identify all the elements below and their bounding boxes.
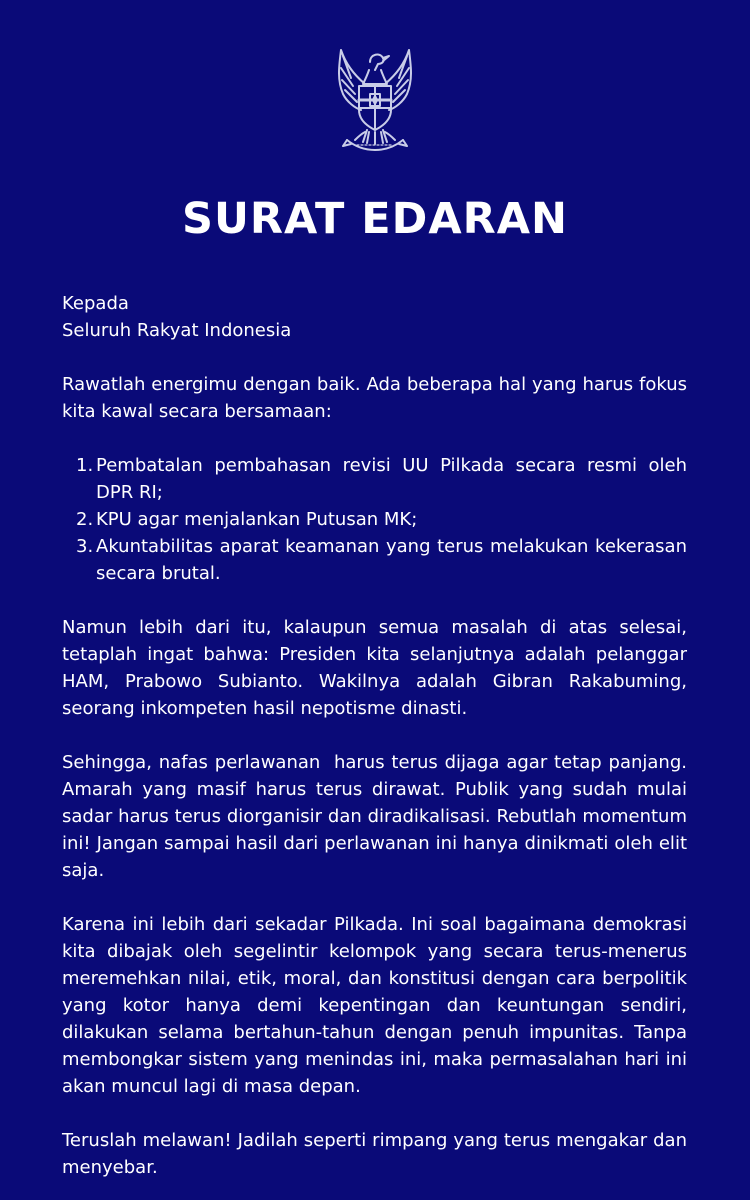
list-item-text: Pembatalan pembahasan revisi UU Pilkada secara resmi oleh DPR RI; — [96, 455, 687, 503]
garuda-emblem-icon — [323, 44, 427, 156]
letter-body — [62, 290, 693, 1181]
list-item-text: Akuntabilitas aparat keamanan yang terus melakukan kekerasan secara brutal. — [96, 536, 687, 584]
intro-paragraph: Rawatlah energimu dengan baik. Ada beberapa hal yang harus fokus kita kawal secara bersamaan: — [62, 374, 687, 422]
list-item-number: 1. — [76, 455, 94, 476]
body-paragraph: Namun lebih dari itu, kalaupun semua masalah di atas selesai, tetaplah ingat bahwa: Presiden kita selanjutnya adalah pelanggar HAM, Prabowo Subianto. Wakilnya adalah Gibran Rakabuming, seorang inkompeten hasil nepotisme dinasti. — [62, 617, 687, 719]
list-item-number: 3. — [76, 536, 94, 557]
page-title: SURAT EDARAN — [182, 194, 568, 244]
body-paragraph: Karena ini lebih dari sekadar Pilkada. Ini soal bagaimana demokrasi kita dibajak oleh segelintir kelompok yang secara terus-menerus meremehkan nilai, etik, moral, dan konstitusi dengan cara berpolitik yang kotor hanya demi kepentingan dan keuntungan sendiri, dilakukan selama bertahun-tahun dengan penuh impunitas. Tanpa membongkar sistem yang menindas ini, maka permasalahan hari ini akan muncul lagi di masa depan. — [62, 914, 687, 1097]
list-item — [62, 533, 687, 587]
recipient-line: Seluruh Rakyat Indonesia — [62, 320, 292, 341]
list-item — [62, 506, 687, 533]
salutation-line: Kepada — [62, 293, 129, 314]
body-paragraph: Sehingga, nafas perlawanan harus terus dijaga agar tetap panjang. Amarah yang masif harus terus dirawat. Publik yang sudah mulai sadar harus terus diorganisir dan diradikalisasi. Rebutlah momentum ini! Jangan sampai hasil dari perlawanan ini hanya dinikmati oleh elit saja. — [62, 752, 693, 881]
closing-paragraph: Teruslah melawan! Jadilah seperti rimpang yang terus mengakar dan menyebar. — [62, 1130, 687, 1178]
list-item-number: 2. — [76, 509, 94, 530]
list-item — [62, 452, 687, 506]
list-item-text: KPU agar menjalankan Putusan MK; — [96, 509, 418, 530]
demand-list — [62, 452, 687, 587]
